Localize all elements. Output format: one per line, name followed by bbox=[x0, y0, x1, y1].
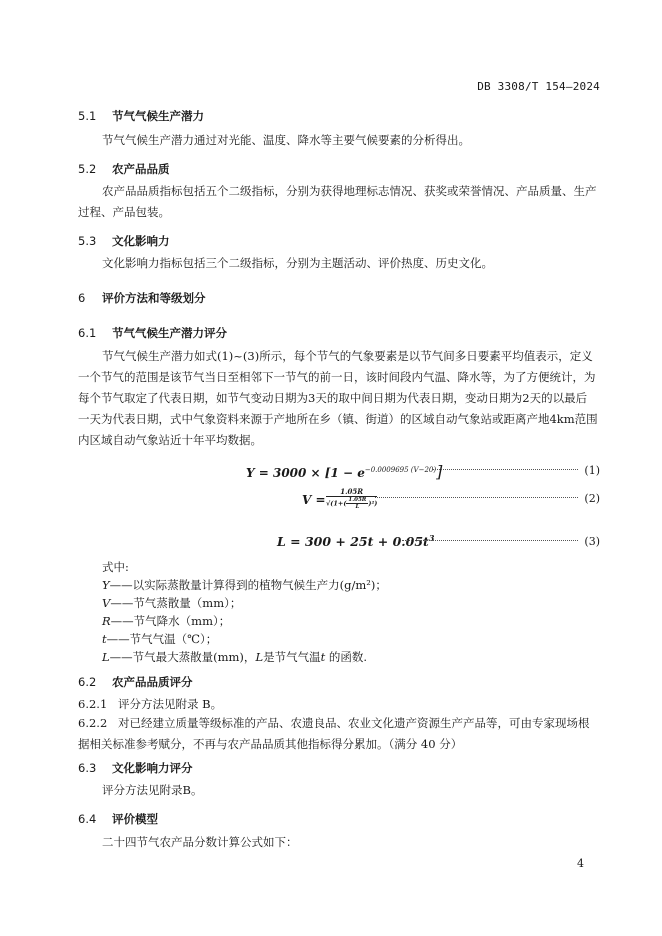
variable-r: R——节气降水（mm）； bbox=[102, 614, 231, 628]
variable-v: V——节气蒸散量（mm）； bbox=[102, 596, 242, 610]
clause-number: 6.2.2 bbox=[78, 716, 108, 730]
section-number: 5.3 bbox=[78, 234, 97, 248]
paragraph-6-4: 二十四节气农产品分数计算公式如下： bbox=[102, 835, 298, 849]
paragraph-6-1: 节气气候生产潜力如式(1)~(3)所示，每个节气的气象要素是以节气间多日要素平均值表示，定义一个节气的范围是该节气当日至相邻下一节气的前一日，该时间段内气温、降水等，为了方便统计，为每个节气取定了代表日期，如节气变动日期为3天的取中间日期为代表日期，变动日期为2天的以最后一天为代表日期，式中气象资料来源于产地所在乡（镇、街道）的区域自动气象站或距离产地4km范围内区域自动气象站近十年平均数据。 bbox=[78, 349, 598, 447]
variable-y: Y——以实际蒸散量计算得到的植物气候生产力(g/m²)； bbox=[102, 578, 387, 592]
equation-number: (3) bbox=[584, 535, 600, 548]
section-title: 农产品品质 bbox=[112, 162, 170, 176]
section-number: 6.3 bbox=[78, 761, 97, 775]
formula-2-numerator: 1.05R bbox=[326, 487, 377, 497]
formula-2-lhs: V = bbox=[302, 493, 326, 507]
formula-1 bbox=[0, 460, 662, 484]
section-number: 5.1 bbox=[78, 109, 97, 123]
section-title: 节气气候生产潜力 bbox=[112, 109, 205, 123]
heading-5-1 bbox=[78, 108, 204, 124]
clause-text: 评分方法见附录 B。 bbox=[118, 697, 223, 711]
heading-6-2 bbox=[78, 674, 193, 690]
heading-6-3 bbox=[78, 760, 193, 776]
variables-intro: 式中: bbox=[102, 560, 129, 574]
paragraph-5-3: 文化影响力指标包括三个二级指标，分别为主题活动、评价热度、历史文化。 bbox=[102, 256, 493, 270]
formula-1-expression: $Y = 3000 \times [1 - e^{-0.0009695 (V-20)}]$ bbox=[246, 462, 443, 481]
formula-3-expression: $L = 300 + 25t + 0.05t^3$ bbox=[277, 533, 435, 550]
paragraph-6-2-2 bbox=[78, 713, 598, 755]
formula-1-leader bbox=[432, 469, 578, 470]
section-title: 节气气候生产潜力评分 bbox=[112, 326, 228, 340]
section-number: 6.2 bbox=[78, 675, 97, 689]
section-title: 文化影响力 bbox=[112, 234, 170, 248]
heading-6-1 bbox=[78, 325, 227, 341]
section-number: 6.1 bbox=[78, 326, 97, 340]
section-title: 农产品品质评分 bbox=[112, 675, 193, 689]
heading-5-2 bbox=[78, 161, 170, 177]
heading-6 bbox=[78, 290, 206, 306]
section-number: 5.2 bbox=[78, 162, 97, 176]
variable-l: L——节气最大蒸散量(mm)，L是节气气温t 的函数. bbox=[102, 650, 368, 664]
equation-number: (1) bbox=[584, 464, 600, 477]
variable-t: t——节气气温（℃）； bbox=[102, 632, 218, 646]
heading-6-4 bbox=[78, 811, 158, 827]
section-title: 文化影响力评分 bbox=[112, 761, 193, 775]
clause-number: 6.2.1 bbox=[78, 697, 108, 711]
paragraph-6-3: 评分方法见附录B。 bbox=[102, 783, 203, 797]
section-number: 6 bbox=[78, 291, 86, 305]
section-title: 评价模型 bbox=[112, 812, 159, 826]
paragraph-6-2-1 bbox=[78, 694, 598, 715]
clause-text: 对已经建立质量等级标准的产品、农遗良品、农业文化遗产资源生产产品等，可由专家现场根据相关标准参考赋分，不再与农产品品质其他指标得分累加。（满分 40 分） bbox=[78, 716, 590, 751]
paragraph-5-1: 节气气候生产潜力通过对光能、温度、降水等主要气候要素的分析得出。 bbox=[102, 133, 470, 147]
equation-number: (2) bbox=[584, 492, 600, 505]
formula-2-fraction bbox=[326, 487, 377, 510]
heading-5-3 bbox=[78, 233, 170, 249]
paragraph-5-2: 农产品品质指标包括五个二级指标，分别为获得地理标志情况、获奖或荣誉情况、产品质量、生产过程、产品包装。 bbox=[78, 184, 597, 219]
formula-2-denominator: √(1+( $\frac{1.05R}{L}$ )²) bbox=[326, 497, 378, 510]
formula-3-leader bbox=[402, 540, 578, 541]
formula-2-leader bbox=[375, 497, 578, 498]
section-title: 评价方法和等级划分 bbox=[102, 291, 206, 305]
page-number: 4 bbox=[577, 857, 584, 870]
standard-code: DB 3308/T 154—2024 bbox=[477, 80, 600, 93]
section-number: 6.4 bbox=[78, 812, 97, 826]
formula-3 bbox=[0, 531, 662, 555]
formula-2 bbox=[0, 487, 662, 521]
